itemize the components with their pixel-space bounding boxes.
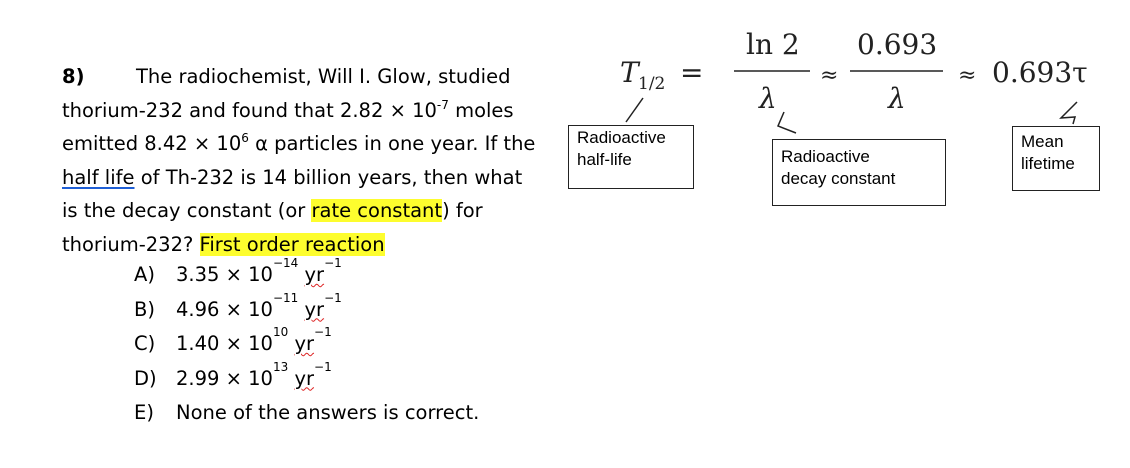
question-line-4: half life of Th-232 is 14 billion years, then what: [62, 165, 523, 189]
callout-mean-lifetime: Mean lifetime: [1012, 126, 1100, 191]
answer-a[interactable]: A) 3.35 × 10 −14 yr −1: [134, 256, 342, 286]
question-line-3: emitted $8.42 \times 10^6$ α particles in one year. If the: [62, 131, 536, 155]
answer-choices: [134, 256, 480, 436]
equals-sign: =: [680, 56, 704, 89]
answer-c[interactable]: C) 1.40 × 10 10 yr −1: [134, 325, 332, 355]
callout-half-life: Radioactive half-life: [568, 125, 694, 189]
answer-b[interactable]: B) 4.96 × 10 −11 yr −1: [134, 290, 342, 321]
approx-sign-1: ≈: [820, 63, 839, 88]
lambda-denominator-2: λ: [888, 82, 906, 115]
answer-d[interactable]: D) 2.99 × 10 13 yr −1: [134, 359, 332, 390]
highlight-rate-constant: rate constant: [311, 199, 443, 222]
question-line-1: 8) The radiochemist, Will I. Glow, studied: [62, 60, 552, 94]
ln2-numerator: ln 2: [746, 28, 800, 61]
question-line-6: thorium-232? First order reaction: [62, 232, 385, 256]
question-line-5: is the decay constant (or rate constant) for: [62, 199, 483, 222]
t-half-subscript: 1/2: [638, 74, 666, 94]
question-line-2: thorium-232 and found that $2.82 \times 10^{-7}$ moles: [62, 97, 514, 122]
t-half-symbol: T: [620, 56, 639, 89]
pointer-half-life: [626, 98, 643, 122]
callout-decay-constant: Radioactive decay constant: [772, 139, 946, 206]
question-number: 8): [62, 65, 85, 88]
half-life-figure: [558, 20, 1130, 220]
lambda-denominator-1: λ: [759, 82, 777, 115]
pointer-mean-lifetime: [1061, 102, 1077, 124]
half-life-link[interactable]: half life: [62, 165, 135, 189]
question-block: [62, 60, 552, 261]
pointer-decay: [778, 112, 796, 133]
answer-e[interactable]: E) None of the answers is correct.: [134, 401, 480, 424]
numerator-0693: 0.693: [857, 28, 938, 61]
result-0693-tau: 0.693τ: [992, 56, 1088, 89]
highlight-first-order: First order reaction: [199, 232, 385, 256]
approx-sign-2: ≈: [958, 63, 977, 88]
